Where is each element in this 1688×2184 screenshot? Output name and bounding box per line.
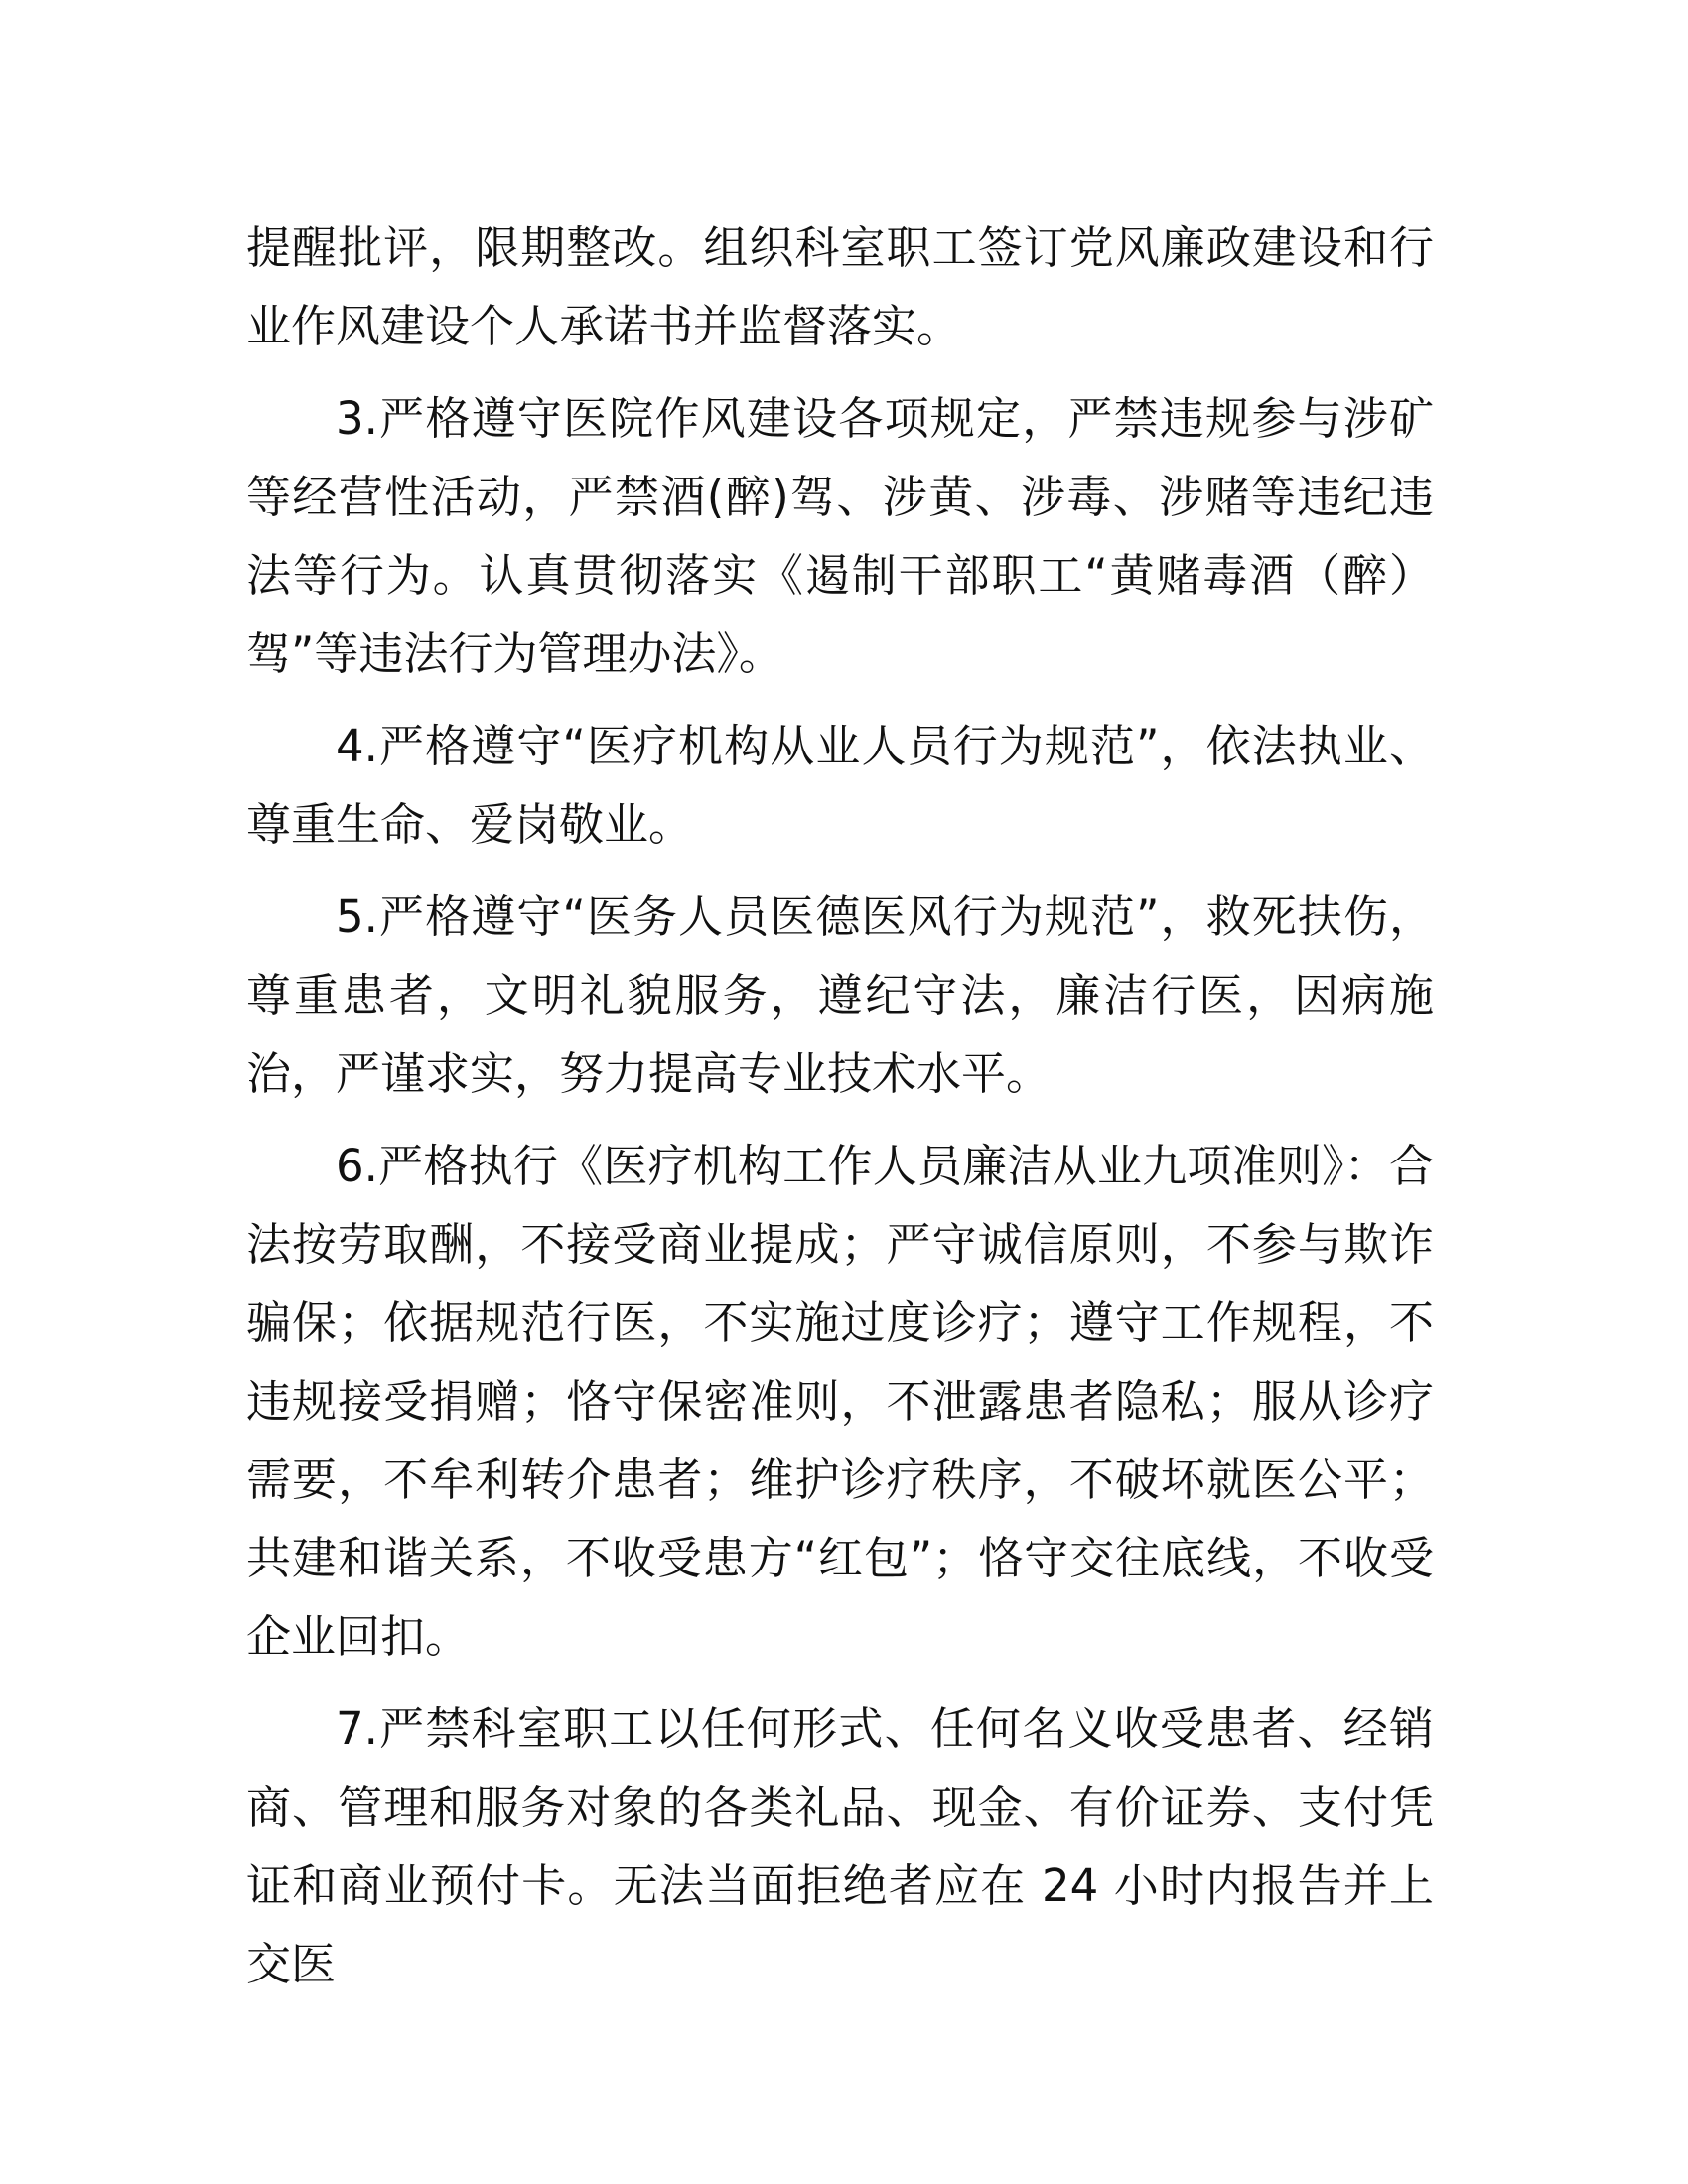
paragraph-item-4: 4.严格遵守“医疗机构从业人员行为规范”，依法执业、尊重生命、爱岗敬业。 [246,720,1434,851]
paragraph-item-5: 5.严格遵守“医务人员医德医风行为规范”，救死扶伤，尊重患者，文明礼貌服务，遵纪守法，廉洁行医，因病施治，严谨求实，努力提高专业技术水平。 [246,890,1434,1100]
paragraph-item-3: 3.严格遵守医院作风建设各项规定，严禁违规参与涉矿等经营性活动，严禁酒(醉)驾、涉黄、涉毒、涉赌等违纪违法等行为。认真贯彻落实《遏制干部职工“黄赌毒酒（醉）驾”等违法行为管理办法》。 [246,392,1434,680]
paragraph-continuation: 提醒批评，限期整改。组织科室职工签订党风廉政建设和行业作风建设个人承诺书并监督落实。 [246,221,1434,352]
document-body [246,208,1434,2003]
paragraph-item-6: 6.严格执行《医疗机构工作人员廉洁从业九项准则》：合法按劳取酬，不接受商业提成；严守诚信原则，不参与欺诈骗保；依据规范行医，不实施过度诊疗；遵守工作规程，不违规接受捐赠；恪守保密准则，不泄露患者隐私；服从诊疗需要，不牟利转介患者；维护诊疗秩序，不破坏就医公平；共建和谐关系，不收受患方“红包”；恪守交往底线，不收受企业回扣。 [246,1140,1434,1663]
paragraph-item-7: 7.严禁科室职工以任何形式、任何名义收受患者、经销商、管理和服务对象的各类礼品、现金、有价证券、支付凭证和商业预付卡。无法当面拒绝者应在 24 小时内报告并上交医 [246,1703,1434,1990]
